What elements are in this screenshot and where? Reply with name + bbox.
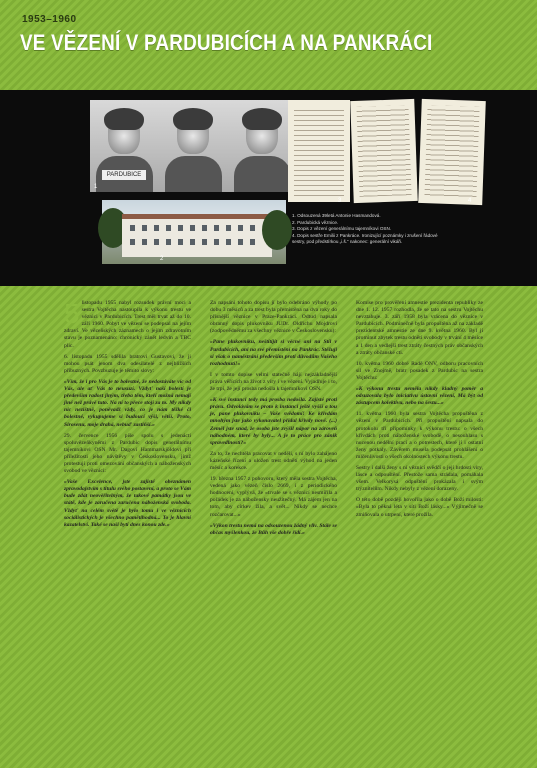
- caption-4: 4. Dopis sestře Emilii z Pankráce. Ironizující poznámky i zrušení řádové: [292, 232, 438, 238]
- mugshot-profile: [159, 100, 228, 192]
- quote: »Pane plukovníku, neštítíjít si věcné ani na Stíl v Pardubicích, ani na své přemístění na Pankrác. Stěžuji si však o naměstrání především proti důvodům Vašeho rozhodnutí!«: [210, 339, 337, 367]
- photo-number-4: 4: [468, 198, 472, 204]
- paragraph: 10. května 1960 dobré Radě ONV, odboru pracovních sil ve Znojmě, bratr posadek z Pardubic na sestra Vojtěchu:: [356, 360, 483, 381]
- period-label: 1953–1960: [22, 14, 77, 25]
- quote: »K výkonu trestu neměla nikdy kladný poměr a odsuzovala bylo iniciativu ústavní vězení, Má být od zástupcem kolektivu, nebo na šestu...«: [356, 386, 483, 407]
- paragraph: 11. května 1960 byla sestra Vojtěcha propuštěna z vězení v Pardubicích. Při propuštění napsala do protokolu tři připomínky k výkonu trestu: o všech křivdách proti náboženské svobodě, o nesouhlasu s nucenou nedělní prací a o potrestech, které jí i ostatní ženy potkaly. Závěrem musela podepsat prohlášení o mlčenlivosti o všech okolnostech výkonu trestu.: [356, 411, 483, 460]
- quote: »Vaše Excelence, jste zajisté obeznámen zpravodajstvím s titulu svého postavení, a proto se Vám bude zdát neověřitelným, že takové památky jsou ve státě, kde je zaručena zaručena náboženská svoboda. Vždyť na celém světě je bylo tomu i ve věznicích sociálistických je všechno pamětihodná... To je hlavní kazatelství. Také se naši bytí dnes konou zde.«: [64, 479, 191, 528]
- mugshot-left: [90, 100, 159, 192]
- paragraph: 29. července 1956 píše spolu s jedenácti spoluvězeňkyněmi z Pardubic dopis generálnímu tajemníkovi OSN Mr. Dagoví Hammarskjöldovi při příležitosti jeho návštěvy v Československu, jímž protestují proti omezování občanských a náboženských svobod ve věznici:: [64, 432, 191, 475]
- mugshot-plate: PARDUBICE: [102, 170, 146, 180]
- prison-building-photo: [102, 200, 286, 264]
- paragraph: I v tomto dopise velmi statečně hájí nejzákladnější práva věřících na život z víry i ve vězení. Vyjadřuje i to, že trpí, že její prosba nedošla k tajemníkovi OSN.: [210, 371, 337, 393]
- column-1: [64, 300, 191, 533]
- caption-4b: sestry, pod předstírkou „i.š.“ nakonec: generální vikáři.: [292, 239, 403, 244]
- photo-captions: [292, 213, 482, 246]
- quote: »K své instanci tedy má prosba nedošla. Zajisté proti právu. Odvolávám se proto k instanci ještě vyšší a tou je, pane plukovníku – Vaše svědomí! Ke křivdám mnohým jste jako vykonavatel přidal křivdy nové. (...) Zeměl jste snad, že osoba jste zvýšil nápor na zároveň náhodném, které by byly... A je to práce pro zánik spravedlnosti?«: [210, 397, 337, 446]
- paragraph: 6. listopadu 1955 sdělila bratrovi Gustavovi, že ji mohou psát jenom dva odesílatelé z nejbližších příbuzných. Povzbuzuje je těmito slovy:: [64, 353, 191, 374]
- mugshot-right: [228, 100, 297, 192]
- photo-number-3: 3: [338, 198, 342, 204]
- photo-number-2: 2: [160, 256, 164, 262]
- caption-2: 2. Pardubická věznice.: [292, 219, 339, 225]
- paragraph: Sestry i další ženy s ní věznicí svědčí o její hrdosti víry, lásce a odpouštění. Přestože sama strádala, pomáhala všem. Velkorysá odpuštění prokázala i svým trýznitelům. Nikdy nebyly z vězení dorazeny.: [356, 464, 483, 493]
- paragraph: listopadu 1955 nabyl rozsudek právní moci a sestra Vojtěcha nastoupila k výkonu trestu ve věznici v Pardubicích. Trest měl trvat až do 10. září 1960. Pobyt ve vězení se podepsal na jejím zdraví. Ve vězeňských záznamech o jejím zdravotním stavu je poznamenáno: chronický zánět ledvin a TBC plic.: [64, 300, 191, 349]
- page-title: VE VĚZENÍ V PARDUBICÍCH A NA PANKRÁCI: [20, 30, 433, 55]
- letter-sister-photo-2: [418, 99, 486, 205]
- caption-1: 1. Odsouzená 39letá Antonie Hasmandová.: [292, 213, 381, 218]
- caption-3: 3. Dopis z vězení generálnímu tajemníkovi OSN.: [292, 226, 392, 231]
- dropcap: 5: [64, 298, 80, 329]
- paragraph: Za napsání tohoto dopisu jí bylo odebráno výhody po dobu 3 měsíců a za trest byla přemístěna na dva roky do přísnější věznice v Praze-Pankráci. Odtud napsala obranný dopis plukovníku JUDr. Oldřichu Mojdrovi (zodpovědnému za všechny věznice v Československu):: [210, 300, 337, 335]
- paragraph: Komise pro prověření amnestie prezidenta republiky ze dne 1. 12. 1957 rozhodla, že se tato na sestru Vojtěchu nevztahuje. 3. září 1958 byla vrácena do věznice v Pardubicích. Podmínečně byla propuštěna až na základě prezidentské amnestie ze dne 9. května 1960. Byl jí prominut zbytek trestu odnětí svobody v trvání 4 měsíce a 1 den a vedlejší trest ztráty čestných práv občanských a ztráty občanské cti.: [356, 300, 483, 356]
- quote: »Výkon trestu nemá na odsouzenou žádný vliv. Stále se občas myšlenkou, že Bůh vše dobře řídí.«: [210, 522, 337, 536]
- quote: »Vím, že i pro Vás je to bolestné, že nedostáváte víc od Vás, ale ať Vás to neusuzí. Vždyť naší bolestí je především radost jiným, třeba těm, kteří možná nemají jiné než právě tuto. Na ní to přece stojí za to. My nikdy nic nezištně, poněvadž vždy, co je nám těžké či bolestné, vykupujeme si budoucí výši, větší. Proto, Sirosenu, moje drahá, nebuď zastiňší.«: [64, 378, 191, 428]
- paragraph: Za to, že nechtěla pracovat v neděli, s ní bylo zahájeno kázeňské řízení a uložen trest odnětí výhod na jeden měsíc a korekce.: [210, 450, 337, 471]
- article-body: [64, 300, 483, 750]
- paragraph: O této době později hovořila jako o době Boží milosti: »Byla to pěkná léta v síti Boží lásky...« Výjimečně se zmiňovala o utrpení, které prožila.: [356, 497, 483, 518]
- column-3: [356, 300, 483, 523]
- photo-number-1: 1: [94, 184, 98, 190]
- letter-sister-photo-1: [350, 99, 418, 203]
- paragraph: 19. března 1957 z pohovoru, který měla sestra Vojtěcha, vedená jako vězeň číslo 2669, i z periodického hodnocení, vyplývá, že »trvale se s věznicí nesmířila a pořádek je za nábožensky neužitečný. Má zájem jen na tom, aby církev žila, a svět... Nikdy se nechce rozčarovat...«: [210, 476, 337, 518]
- letter-un-photo: [288, 100, 350, 202]
- column-2: [210, 300, 337, 541]
